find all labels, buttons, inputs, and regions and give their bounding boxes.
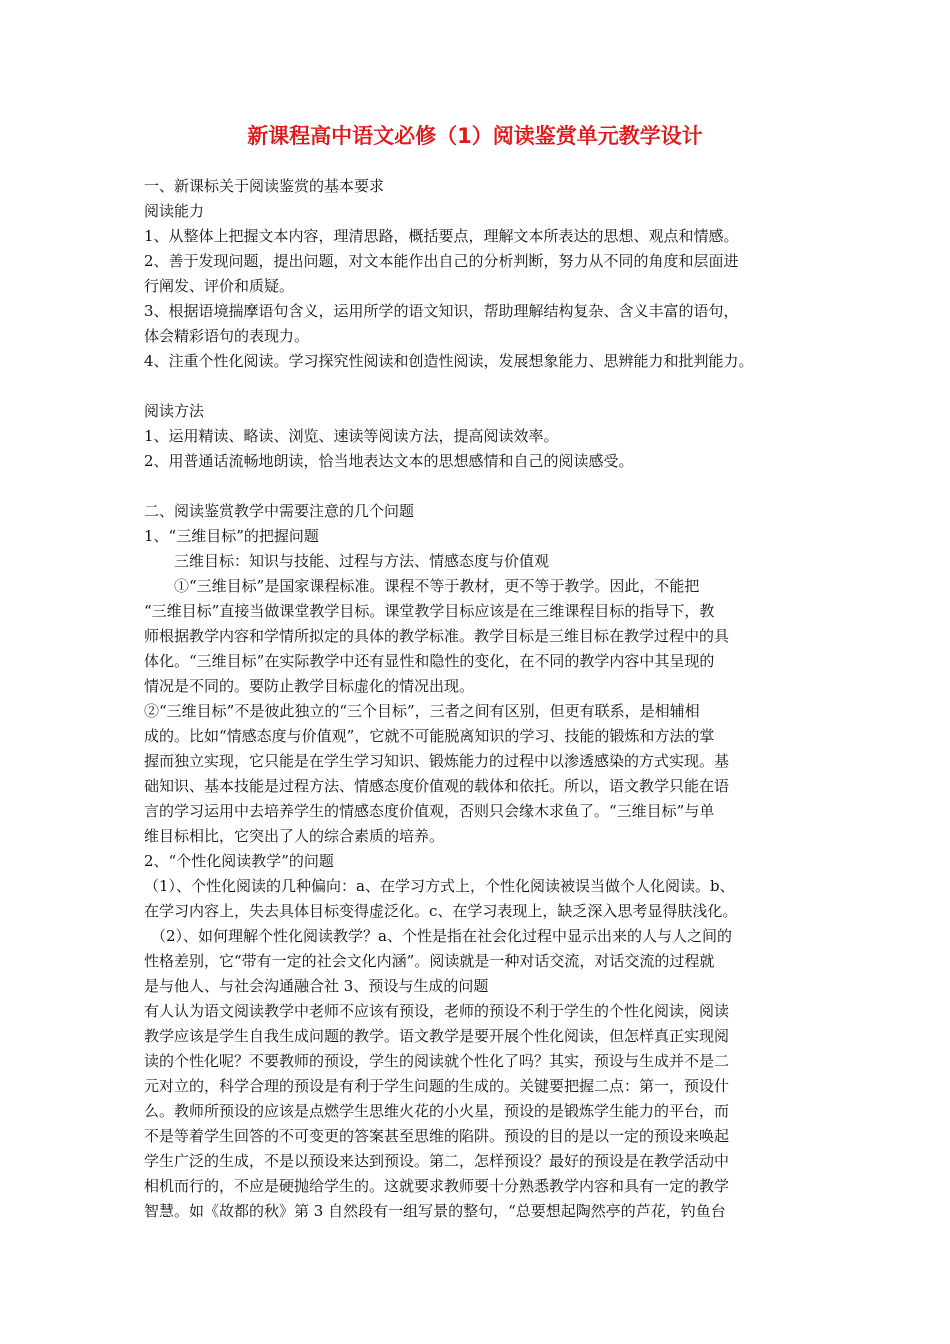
text-line: 成的。比如“情感态度与价值观”，它就不可能脱离知识的学习、技能的锻炼和方法的掌 [144, 727, 715, 745]
text-line: 三维目标：知识与技能、过程与方法、情感态度与价值观 [174, 552, 550, 570]
text-line: 性格差别，它“带有一定的社会文化内涵”。阅读就是一种对话交流，对话交流的过程就 [144, 952, 715, 970]
text-line: 2、用普通话流畅地朗读，恰当地表达文本的思想感情和自己的阅读感受。 [144, 452, 634, 470]
text-line: 体会精彩语句的表现力。 [144, 327, 310, 345]
subheading-reading-methods: 阅读方法 [144, 402, 205, 420]
text-line: 在学习内容上，失去具体目标变得虚泛化。c、在学习表现上，缺乏深入思考显得肤浅化。 [144, 902, 738, 920]
text-line: “三维目标”直接当做课堂教学目标。课堂教学目标应该是在三维课程目标的指导下，教 [144, 602, 715, 620]
text-line: 不是等着学生回答的不可变更的答案甚至思维的陷阱。预设的目的是以一定的预设来唤起 [144, 1127, 730, 1145]
text-line: 有人认为语文阅读教学中老师不应该有预设，老师的预设不利于学生的个性化阅读，阅读 [144, 1002, 730, 1020]
subheading-three-dimensional-goals: 1、“三维目标”的把握问题 [144, 527, 319, 545]
text-line: 么。教师所预设的应该是点燃学生思维火花的小火星，预设的是锻炼学生能力的平台，而 [144, 1102, 730, 1120]
document-title: 新课程高中语文必修（1）阅读鉴赏单元教学设计 [247, 124, 703, 148]
text-line: 言的学习运用中去培养学生的情感态度价值观，否则只会缘木求鱼了。“三维目标”与单 [144, 802, 715, 820]
text-line: 3、根据语境揣摩语句含义，运用所学的语文知识，帮助理解结构复杂、含义丰富的语句， [144, 302, 739, 320]
section-heading-1: 一、新课标关于阅读鉴赏的基本要求 [144, 177, 385, 195]
text-line: （2）、如何理解个性化阅读教学？a、个性是指在社会化过程中显示出来的人与人之间的 [151, 927, 732, 945]
text-line: 学生广泛的生成，不是以预设来达到预设。第二，怎样预设？最好的预设是在教学活动中 [144, 1152, 730, 1170]
text-line: 1、运用精读、略读、浏览、速读等阅读方法，提高阅读效率。 [144, 427, 559, 445]
text-line: 维目标相比，它突出了人的综合素质的培养。 [144, 827, 445, 845]
text-line: 智慧。如《故都的秋》第 3 自然段有一组写景的整句，“总要想起陶然亭的芦花，钓鱼台 [144, 1202, 726, 1220]
text-line: 元对立的，科学合理的预设是有利于学生问题的生成的。关键要把握二点：第一，预设什 [144, 1077, 730, 1095]
text-line: 相机而行的，不应是硬抛给学生的。这就要求教师要十分熟悉教学内容和具有一定的教学 [144, 1177, 730, 1195]
text-line: 是与他人、与社会沟通融合社 3、预设与生成的问题 [144, 977, 489, 995]
subheading-reading-ability: 阅读能力 [144, 202, 205, 220]
text-line: 行阐发、评价和质疑。 [144, 277, 295, 295]
text-line: 4、注重个性化阅读。学习探究性阅读和创造性阅读，发展想象能力、思辨能力和批判能力。 [144, 352, 754, 370]
text-line: ①“三维目标”是国家课程标准。课程不等于教材，更不等于教学。因此，不能把 [174, 577, 700, 595]
text-line: 教学应该是学生自我生成问题的教学。语文教学是要开展个性化阅读，但怎样真正实现阅 [144, 1027, 730, 1045]
text-line: 读的个性化呢？不要教师的预设，学生的阅读就个性化了吗？其实，预设与生成并不是二 [144, 1052, 730, 1070]
text-line: 2、善于发现问题，提出问题，对文本能作出自己的分析判断，努力从不同的角度和层面进 [144, 252, 739, 270]
text-line: ②“三维目标”不是彼此独立的“三个目标”，三者之间有区别，但更有联系，是相辅相 [144, 702, 700, 720]
text-line: 础知识、基本技能是过程方法、情感态度价值观的载体和依托。所以，语文教学只能在语 [144, 777, 730, 795]
text-line: 1、从整体上把握文本内容，理清思路，概括要点，理解文本所表达的思想、观点和情感。 [144, 227, 739, 245]
text-line: 师根据教学内容和学情所拟定的具体的教学标准。教学目标是三维目标在教学过程中的具 [144, 627, 730, 645]
text-line: （1）、个性化阅读的几种偏向：a、在学习方式上，个性化阅读被误当做个人化阅读。b、 [144, 877, 735, 895]
text-line: 握而独立实现，它只能是在学生学习知识、锻炼能力的过程中以渗透感染的方式实现。基 [144, 752, 730, 770]
text-line: 体化。“三维目标”在实际教学中还有显性和隐性的变化，在不同的教学内容中其呈现的 [144, 652, 715, 670]
text-line: 情况是不同的。要防止教学目标虚化的情况出现。 [144, 677, 475, 695]
subheading-personalized-reading: 2、“个性化阅读教学”的问题 [144, 852, 334, 870]
section-heading-2: 二、阅读鉴赏教学中需要注意的几个问题 [144, 502, 415, 520]
